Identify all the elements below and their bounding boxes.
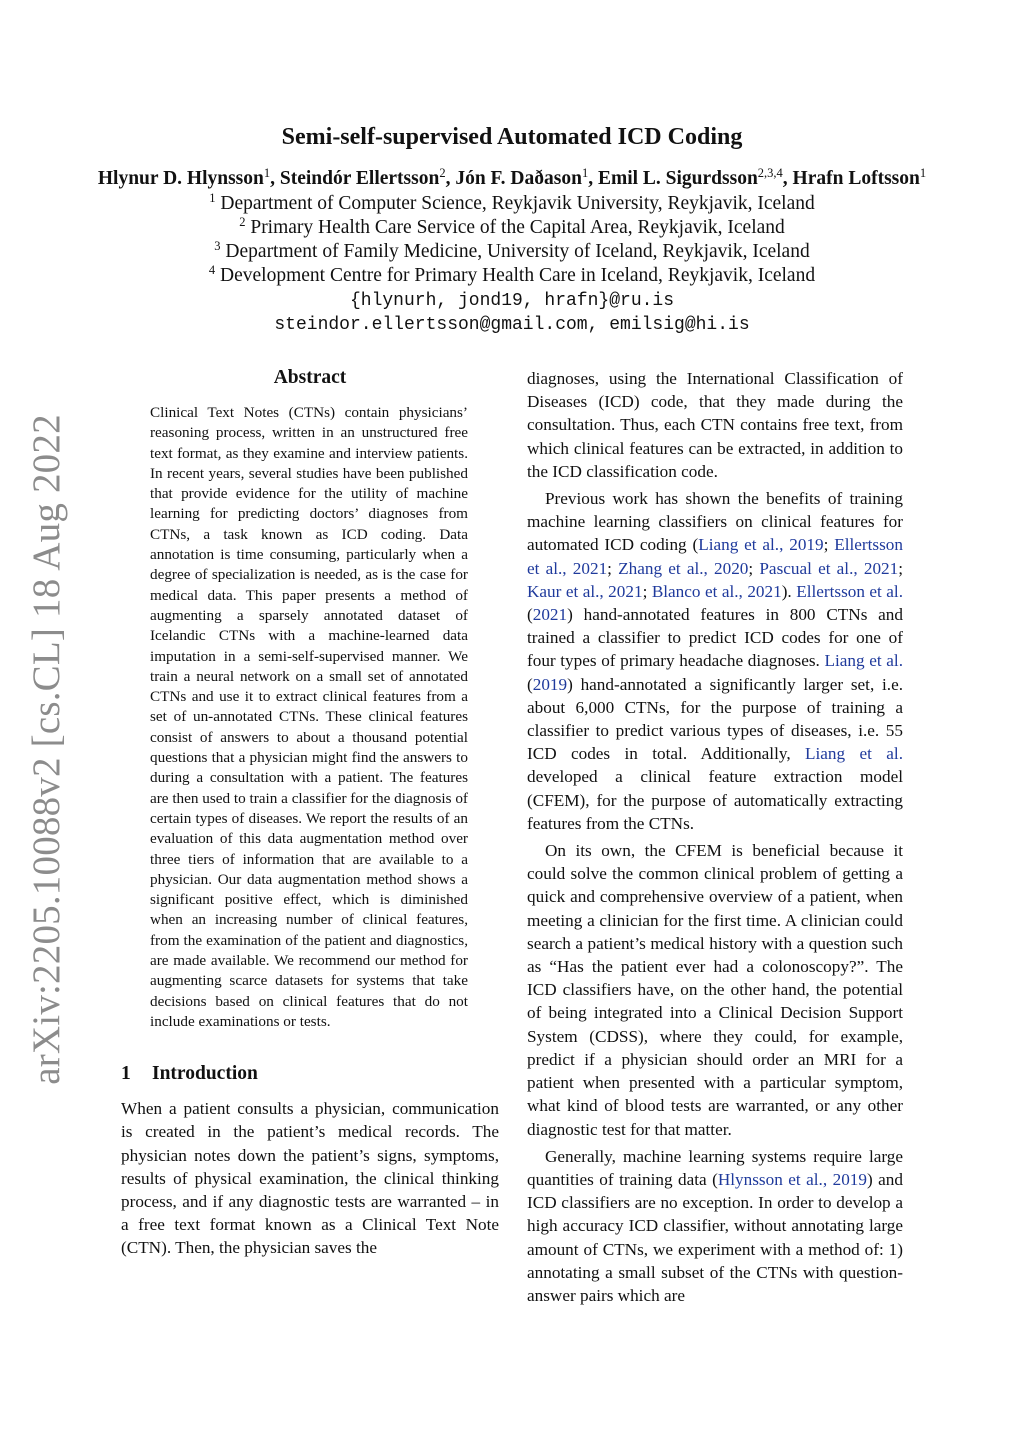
intro-paragraph: When a patient consults a physician, communication is created in the patient’s medical records. The physician notes down the patient’s signs, symptoms, results of physical examination, the clinical thinking process, and if any diagnostic tests are warranted – in a free text format known as a Clinical Text Note (CTN). Then, the physician saves the [121, 1099, 499, 1258]
author-name: Hlynur D. Hlynsson [97, 168, 264, 189]
author-separator: , [588, 168, 598, 189]
author-affiliation-mark: 2 [439, 166, 446, 180]
body-paragraph: Previous work has shown the benefits of training machine learning classifiers on clinical features for automated ICD coding (Liang et al., 2019; Ellertsson et al., 2021; Zhang et al., 2020; Pascual et al., 2021; Kaur et al., 2021; Blanco et al., 2021). Ellertsson et al. (2021) hand-annotated features in 800 CTNs and trained a classifier to predict ICD codes for one of four types of primary headache diagnoses. Liang et al. (2019) hand-annotated a significantly larger set, i.e. about 6,000 CTNs, for the purpose of training a classifier to predict various types of diseases, i.e. 55 ICD codes in total. Additionally, Liang et al. developed a clinical feature extraction model (CFEM), for the purpose of automatically extracting features from the CTNs. [527, 489, 904, 833]
citation-link[interactable]: Pascual et al., 2021 [759, 558, 899, 578]
citation-link[interactable]: Zhang et al., 2020 [618, 558, 749, 578]
abstract-body: Clinical Text Notes (CTNs) contain physicians’ reasoning process, written in an unstructured free text format, as they examine and interview patients. In recent years, several studies have been published that provide evidence for the utility of machine learning for predicting doctors’ diagnoses from CTNs, a task known as ICD coding. Data annotation is time consuming, particularly when a degree of specialization is needed, as is the case for medical data. This paper presents a method of augmenting a sparsely annotated dataset of Icelandic CTNs with a machine-learned data imputation in a semi-self-supervised manner. We train a neural network on a small set of annotated CTNs and use it to extract clinical features from a set of un-annotated CTNs. These clinical features consist of answers to about a thousand potential questions that a physician might find the answers to during a consultation with a patient. The features are then used to train a classifier for the diagnosis of certain types of diseases. We report the results of an evaluation of this data augmentation method over three tiers of information that are available to a physician. Our data augmentation method shows a significant positive effect, which is diminished when an increasing number of clinical features, from the examination of the patient and diagnostics, are made available. We recommend our method for augmenting scarce datasets for systems that take decisions based on clinical features that do not include examinations or tests. [150, 404, 468, 1030]
affiliation-line [0, 264, 1024, 288]
affiliation-text: Department of Family Medicine, University of Iceland, Reykjavik, Iceland [225, 241, 810, 262]
citation-link[interactable]: Kaur et al., 2021 [527, 581, 643, 601]
affiliation-number: 4 [208, 263, 216, 277]
author-affiliation-mark: 1 [919, 166, 927, 180]
email-line: {hlynurh, jond19, hrafn}@ru.is [349, 291, 675, 311]
author-separator: , [445, 168, 456, 189]
right-column [527, 367, 903, 1307]
affiliation-text: Department of Computer Science, Reykjavik University, Reykjavik, Iceland [220, 193, 815, 214]
citation-link[interactable]: Hlynsson et al., 2019 [717, 1169, 867, 1189]
author-affiliation-mark: 1 [581, 166, 589, 180]
arxiv-identifier-stamp [14, 413, 78, 1085]
affiliation-line [0, 192, 1024, 216]
paper-title: Semi-self-supervised Automated ICD Coding [281, 124, 743, 150]
author-name: Steindór Ellertsson [279, 168, 440, 189]
left-column [121, 365, 499, 1260]
citation-link[interactable]: Ellertsson et al. [796, 581, 903, 601]
affiliation-number: 1 [209, 191, 216, 205]
affiliation-number: 2 [239, 215, 246, 229]
citation-link[interactable]: Liang et al., 2019 [698, 535, 824, 555]
arxiv-identifier-text: arXiv:2205.10088v2 [cs.CL] 18 Aug 2022 [24, 413, 68, 1085]
section-number: 1 [121, 1063, 131, 1085]
author-affiliation-mark: 2,3,4 [757, 166, 783, 180]
abstract-heading: Abstract [273, 367, 347, 388]
citation-link[interactable]: Liang et al. [805, 744, 903, 764]
author-separator: , [270, 168, 280, 189]
citation-link[interactable]: 2021 [532, 605, 568, 625]
author-name: Emil L. Sigurdsson [597, 168, 758, 189]
affiliation-text: Primary Health Care Service of the Capital Area, Reykjavik, Iceland [250, 217, 785, 238]
affiliation-text: Development Centre for Primary Health Care in Iceland, Reykjavik, Iceland [220, 265, 816, 286]
affiliation-line [0, 240, 1024, 264]
body-paragraph: On its own, the CFEM is beneficial because it could solve the common clinical problem of getting a quick and comprehensive overview of a patient, when meeting a clinician for the first time. A clinician could search a patient’s medical history with a question such as “Has the patient ever had a colonoscopy?”. The ICD classifiers have, on the other hand, the potential of being integrated into a Clinical Decision Support System (CDSS), where they could, for example, predict if a physician should order an MRI for a patient when presented with a particular symptom, what kind of blood tests are warranted, or any other diagnostic test for that matter. [527, 841, 903, 1139]
citation-link[interactable]: Ellertsson et al., 2021 [527, 535, 903, 578]
author-list [0, 166, 1024, 192]
author-name: Hrafn Loftsson [792, 168, 920, 189]
email-line: steindor.ellertsson@gmail.com, emilsig@hi.is [274, 315, 750, 335]
body-paragraph: Generally, machine learning systems require large quantities of training data (Hlynsson et al., 2019) and ICD classifiers are no exception. In order to develop a high accuracy ICD classifier, without annotating large amount of CTNs, we experiment with a method of: 1) annotating a small subset of the CTNs with question-answer pairs which are [527, 1146, 903, 1305]
affiliation-line [0, 216, 1024, 240]
author-name: Jón F. Daðason [455, 168, 582, 189]
citation-link[interactable]: Liang et al. [824, 651, 903, 671]
author-separator: , [782, 168, 793, 189]
section-title: Introduction [152, 1063, 258, 1085]
body-paragraph: diagnoses, using the International Classification of Diseases (ICD) code, that they made during the consultation. Thus, each CTN contains free text, from which clinical features can be extracted, in addition to the ICD classification code. [527, 369, 903, 481]
citation-link[interactable]: 2019 [532, 674, 568, 694]
author-affiliation-mark: 1 [263, 166, 271, 180]
affiliation-number: 3 [214, 239, 221, 253]
section-heading-introduction [121, 1061, 499, 1087]
citation-link[interactable]: Blanco et al., 2021 [651, 581, 782, 601]
paper-header [0, 122, 1024, 337]
